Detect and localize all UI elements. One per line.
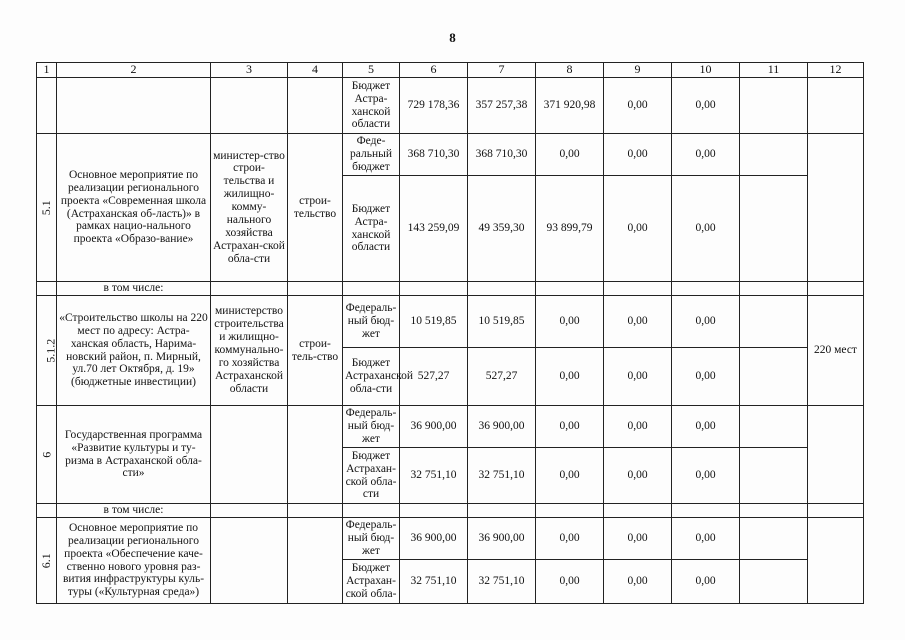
table-row [37, 296, 864, 348]
value-cell: 10 519,85 [400, 296, 468, 348]
value-cell: 32 751,10 [400, 448, 468, 504]
value-cell: 368 710,30 [400, 134, 468, 176]
value-cell: 0,00 [604, 448, 672, 504]
value-cell: 357 257,38 [468, 78, 536, 134]
value-cell: 0,00 [604, 134, 672, 176]
result-cell [808, 134, 864, 282]
value-cell: 0,00 [604, 348, 672, 406]
funding-source-cell: Бюджет Астрахан-ской обла- [343, 560, 400, 604]
value-cell: 0,00 [604, 560, 672, 604]
name-cell: «Строительство школы на 220 мест по адресу: Астра-ханская область, Нарима-новский район, п. Мирный, ул.70 лет Октября, д. 19» (бюджетные инвестиции) [57, 296, 211, 406]
value-cell: 0,00 [536, 448, 604, 504]
funding-source-cell: Феде-ральный бюджет [343, 134, 400, 176]
table-row [37, 518, 864, 560]
row-number-cell [37, 504, 57, 518]
value-cell: 36 900,00 [468, 518, 536, 560]
value-cell: 0,00 [672, 78, 740, 134]
value-cell: 0,00 [604, 518, 672, 560]
value-cell: 0,00 [604, 406, 672, 448]
type-cell: строи-тельство [288, 134, 343, 282]
value-cell: 0,00 [536, 348, 604, 406]
value-cell: 36 900,00 [400, 518, 468, 560]
header-cell: 4 [288, 63, 343, 78]
value-cell: 36 900,00 [400, 406, 468, 448]
value-cell [740, 448, 808, 504]
value-cell: 0,00 [672, 518, 740, 560]
header-cell: 8 [536, 63, 604, 78]
value-cell: 0,00 [536, 134, 604, 176]
result-cell [808, 518, 864, 604]
header-cell: 7 [468, 63, 536, 78]
value-cell: 0,00 [672, 348, 740, 406]
value-cell: 0,00 [536, 406, 604, 448]
header-row [37, 63, 864, 78]
executor-cell [211, 78, 288, 134]
header-cell: 5 [343, 63, 400, 78]
type-cell: строи-тель-ство [288, 296, 343, 406]
value-cell: 0,00 [604, 296, 672, 348]
funding-source-cell: Федераль-ный бюд-жет [343, 518, 400, 560]
value-cell: 0,00 [536, 518, 604, 560]
value-cell [740, 560, 808, 604]
value-cell [740, 176, 808, 282]
result-cell [808, 406, 864, 504]
value-cell: 0,00 [672, 448, 740, 504]
subtotal-label-row [37, 504, 864, 518]
name-cell: Основное мероприятие по реализации регионального проекта «Современная школа (Астраханская об-ласть)» в рамках нацио-нального проекта «Образо-вание» [57, 134, 211, 282]
including-label: в том числе: [57, 282, 211, 296]
funding-source-cell: Федераль-ный бюд-жет [343, 406, 400, 448]
value-cell: 729 178,36 [400, 78, 468, 134]
header-cell: 2 [57, 63, 211, 78]
value-cell: 0,00 [604, 176, 672, 282]
value-cell: 527,27 [400, 348, 468, 406]
value-cell: 0,00 [672, 560, 740, 604]
value-cell: 10 519,85 [468, 296, 536, 348]
type-cell [288, 78, 343, 134]
value-cell: 0,00 [604, 78, 672, 134]
value-cell: 32 751,10 [400, 560, 468, 604]
value-cell: 527,27 [468, 348, 536, 406]
value-cell: 368 710,30 [468, 134, 536, 176]
name-cell [57, 78, 211, 134]
executor-cell: министер-ство строи-тельства и жилищно-комму-нального хозяйства Астрахан-ской обла-сти [211, 134, 288, 282]
name-cell: Основное мероприятие по реализации регионального проекта «Обеспечение каче-ственно нового уровня раз-вития инфраструктуры куль-туры («Культурная среда») [57, 518, 211, 604]
value-cell [740, 406, 808, 448]
value-cell: 0,00 [672, 176, 740, 282]
value-cell: 93 899,79 [536, 176, 604, 282]
value-cell: 0,00 [672, 134, 740, 176]
value-cell [740, 296, 808, 348]
result-cell: 220 мест [808, 296, 864, 406]
value-cell: 0,00 [672, 406, 740, 448]
row-number-cell [37, 78, 57, 134]
row-number-cell [37, 282, 57, 296]
value-cell: 0,00 [536, 560, 604, 604]
value-cell: 49 359,30 [468, 176, 536, 282]
funding-source-cell: Бюджет Астрахан-ской обла-сти [343, 448, 400, 504]
value-cell [740, 348, 808, 406]
executor-cell [211, 518, 288, 604]
type-cell [288, 518, 343, 604]
value-cell: 0,00 [536, 296, 604, 348]
funding-source-cell: Бюджет Астра-ханской области [343, 78, 400, 134]
row-number-cell: 5.1 [37, 134, 57, 282]
header-cell: 9 [604, 63, 672, 78]
value-cell: 36 900,00 [468, 406, 536, 448]
value-cell: 32 751,10 [468, 560, 536, 604]
header-cell: 3 [211, 63, 288, 78]
budget-table [36, 62, 864, 604]
funding-source-cell: Бюджет Астра-ханской области [343, 176, 400, 282]
subtotal-label-row [37, 282, 864, 296]
table-row [37, 134, 864, 176]
value-cell: 143 259,09 [400, 176, 468, 282]
value-cell: 371 920,98 [536, 78, 604, 134]
value-cell [740, 78, 808, 134]
table-row [37, 78, 864, 134]
header-cell: 6 [400, 63, 468, 78]
value-cell [740, 134, 808, 176]
including-label: в том числе: [57, 504, 211, 518]
page-number: 8 [449, 30, 456, 45]
header-cell: 11 [740, 63, 808, 78]
executor-cell [211, 406, 288, 504]
result-cell [808, 78, 864, 134]
funding-source-cell: Федераль-ный бюд-жет [343, 296, 400, 348]
header-cell: 1 [37, 63, 57, 78]
value-cell: 0,00 [672, 296, 740, 348]
header-cell: 12 [808, 63, 864, 78]
name-cell: Государственная программа «Развитие культуры и ту-ризма в Астраханской обла-сти» [57, 406, 211, 504]
funding-source-cell: Бюджет Астраханской обла-сти [343, 348, 400, 406]
table-row [37, 406, 864, 448]
row-number-cell: 6.1 [37, 518, 57, 604]
value-cell: 32 751,10 [468, 448, 536, 504]
row-number-cell: 6 [37, 406, 57, 504]
value-cell [740, 518, 808, 560]
row-number-cell: 5.1.2 [37, 296, 57, 406]
header-cell: 10 [672, 63, 740, 78]
executor-cell: министерство строительства и жилищно-коммунально-го хозяйства Астраханской области [211, 296, 288, 406]
type-cell [288, 406, 343, 504]
